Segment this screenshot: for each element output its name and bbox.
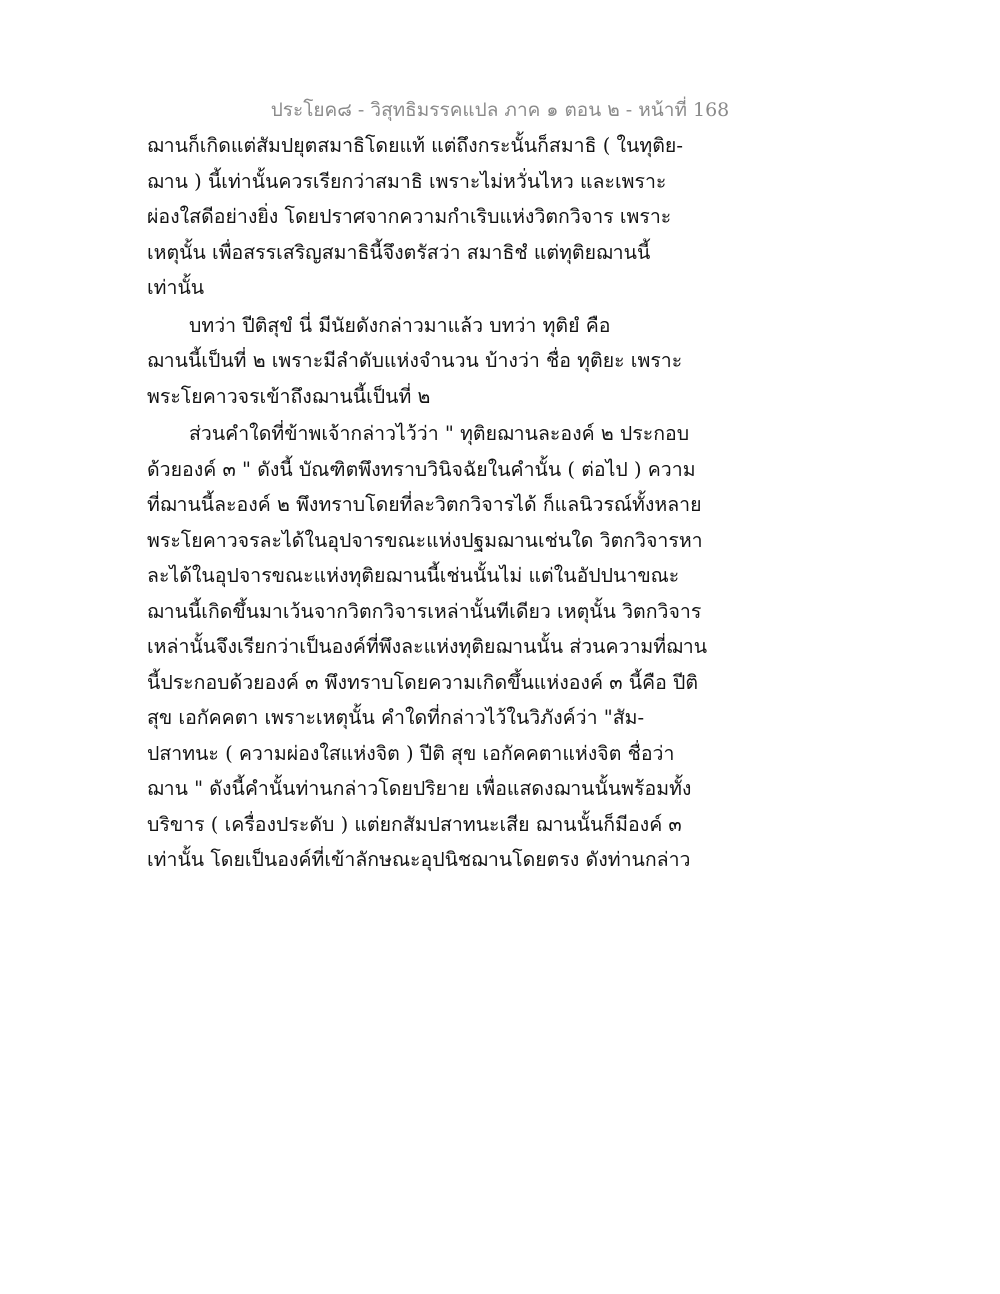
text-line: ละได้ในอุปจารขณะแห่งทุติยฌานนี้เช่นนั้นไม่ แต่ในอัปปนาขณะ xyxy=(147,564,680,587)
text-line: เหตุนั้น เพื่อสรรเสริญสมาธินี้จึงตรัสว่า สมาธิชํ แต่ทุติยฌานนี้ xyxy=(147,240,651,264)
text-line: เท่านั้น โดยเป็นองค์ที่เข้าลักษณะอุปนิชฌานโดยตรง ดังท่านกล่าว xyxy=(147,848,691,871)
page-header xyxy=(0,95,1000,125)
text-line: บริขาร ( เครื่องประดับ ) แต่ยกสัมปสาทนะเสีย ฌานนั้นก็มีองค์ ๓ xyxy=(147,812,682,836)
text-line: ปสาทนะ ( ความผ่องใสแห่งจิต ) ปีติ สุข เอกัคคตาแห่งจิต ชื่อว่า xyxy=(147,741,675,765)
paragraph xyxy=(147,416,867,878)
running-title: ประโยค๘ - วิสุทธิมรรคแปล ภาค ๑ ตอน ๒ - หน้าที่ 168 xyxy=(270,99,730,121)
text-line: ฌานก็เกิดแต่สัมปยุตสมาธิโดยแท้ แต่ถึงกระนั้นก็สมาธิ ( ในทุติย- xyxy=(147,134,683,157)
text-line: เหล่านั้นจึงเรียกว่าเป็นองค์ที่พึงละแห่งทุติยฌานนั้น ส่วนความที่ฌาน xyxy=(147,635,708,658)
text-line: พระโยคาวจรละได้ในอุปจารขณะแห่งปฐมฌานเช่นใด วิตกวิจารหา xyxy=(147,528,703,552)
paragraph xyxy=(147,308,867,415)
text-line: ฌานนี้เป็นที่ ๒ เพราะมีลำดับแห่งจำนวน บ้างว่า ชื่อ ทุติยะ เพราะ xyxy=(147,349,683,372)
text-line: นี้ประกอบด้วยองค์ ๓ พึงทราบโดยความเกิดขึ้นแห่งองค์ ๓ นี้คือ ปีติ xyxy=(147,670,699,694)
text-line: ฌาน ) นี้เท่านั้นควรเรียกว่าสมาธิ เพราะไม่หวั่นไหว และเพราะ xyxy=(147,169,667,193)
text-line: ฌานนี้เกิดขึ้นมาเว้นจากวิตกวิจารเหล่านั้นทีเดียว เหตุนั้น วิตกวิจาร xyxy=(147,599,702,623)
text-line: ด้วยองค์ ๓ " ดังนี้ บัณฑิตพึงทราบวินิจฉัยในคำนั้น ( ต่อไป ) ความ xyxy=(147,457,696,481)
text-line: ผ่องใสดีอย่างยิ่ง โดยปราศจากความกำเริบแห่งวิตกวิจาร เพราะ xyxy=(147,205,672,228)
text-line: สุข เอกัคคตา เพราะเหตุนั้น คำใดที่กล่าวไว้ในวิภังค์ว่า "สัม- xyxy=(147,706,645,729)
paragraph xyxy=(147,128,867,306)
text-line: พระโยคาวจรเข้าถึงฌานนี้เป็นที่ ๒ xyxy=(147,384,431,408)
text-line: ที่ฌานนี้ละองค์ ๒ พึงทราบโดยที่ละวิตกวิจารได้ ก็แลนิวรณ์ทั้งหลาย xyxy=(147,493,702,516)
text-line: เท่านั้น xyxy=(147,276,205,299)
text-line: ส่วนคำใดที่ข้าพเจ้ากล่าวไว้ว่า " ทุติยฌานละองค์ ๒ ประกอบ xyxy=(189,422,690,445)
text-line: ฌาน " ดังนี้คำนั้นท่านกล่าวโดยปริยาย เพื่อแสดงฌานนั้นพร้อมทั้ง xyxy=(147,777,692,800)
body-text xyxy=(147,128,867,878)
text-line: บทว่า ปีติสุขํ นี่ มีนัยดังกล่าวมาแล้ว บทว่า ทุติยํ คือ xyxy=(189,313,611,337)
